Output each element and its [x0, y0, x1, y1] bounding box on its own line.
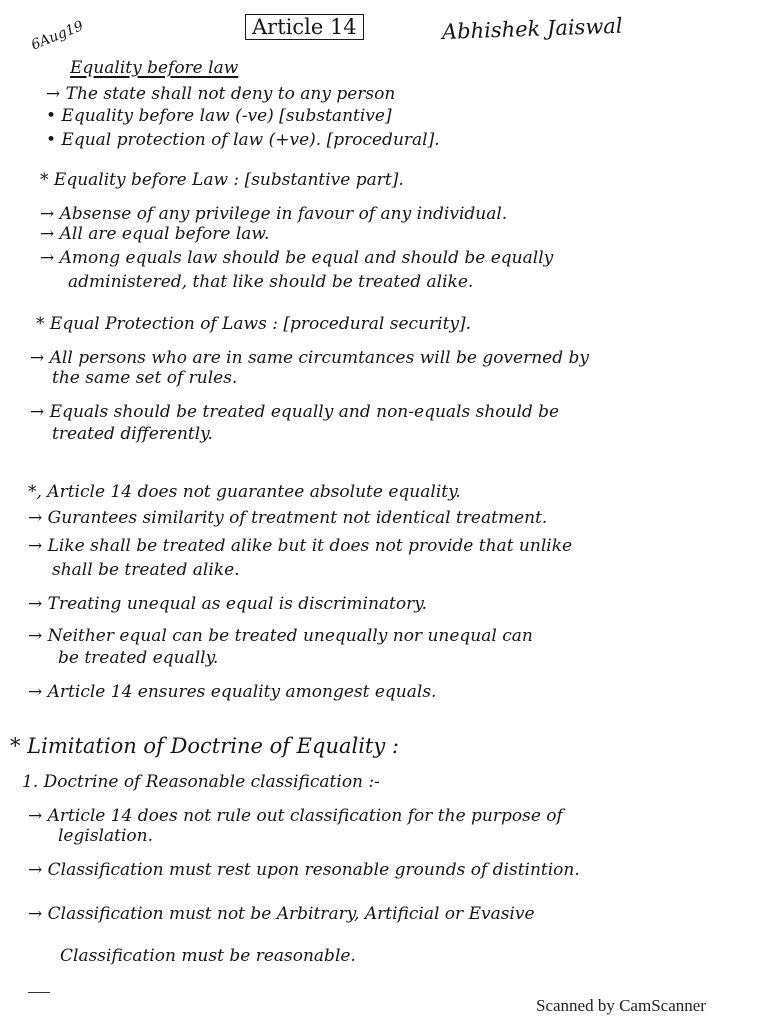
page-title: Article 14 — [245, 14, 364, 40]
note-line: Classification must be reasonable. — [60, 946, 356, 966]
note-line: shall be treated alike. — [52, 560, 240, 580]
note-line: → The state shall not deny to any person — [46, 84, 396, 104]
note-line: → Article 14 does not rule out classification for the purpose of — [28, 806, 563, 826]
note-line: be treated equally. — [58, 648, 219, 668]
note-line: *, Article 14 does not guarantee absolute equality. — [28, 482, 461, 502]
note-line: treated differently. — [52, 424, 213, 444]
note-line: legislation. — [58, 826, 153, 846]
scan-footer: Scanned by CamScanner — [536, 996, 706, 1015]
author-name: Abhishek Jaiswal — [441, 13, 623, 44]
note-line: → Classification must rest upon resonable grounds of distintion. — [28, 860, 580, 880]
note-line: → Like shall be treated alike but it does not provide that unlike — [28, 536, 573, 556]
note-line: → Among equals law should be equal and should be equally — [40, 248, 554, 268]
note-line: → Treating unequal as equal is discriminatory. — [28, 594, 427, 614]
note-line: • Equality before law (-ve) [substantive] — [46, 106, 392, 126]
note-line: • Equal protection of law (+ve). [procedural]. — [46, 130, 440, 150]
note-line: → All are equal before law. — [40, 224, 270, 244]
note-line: → Equals should be treated equally and non-equals should be — [30, 402, 560, 422]
note-line: administered, that like should be treated alike. — [68, 272, 474, 292]
section-heading: * Equal Protection of Laws : [procedural security]. — [36, 314, 472, 334]
note-line: → Gurantees similarity of treatment not identical treatment. — [28, 508, 548, 528]
note-line: → Absense of any privilege in favour of any individual. — [40, 204, 508, 224]
note-line: → Classification must not be Arbitrary, Artificial or Evasive — [28, 904, 535, 924]
bottom-rule — [28, 992, 50, 993]
note-line: the same set of rules. — [52, 368, 238, 388]
section-heading: * Equality before Law : [substantive part]. — [40, 170, 404, 190]
note-line: → All persons who are in same circumtances will be governed by — [30, 348, 590, 368]
section-heading-limitation: * Limitation of Doctrine of Equality : — [10, 734, 399, 758]
heading-equality-before-law: Equality before law — [70, 58, 239, 78]
note-line: → Neither equal can be treated unequally nor unequal can — [28, 626, 533, 646]
subheading-reasonable-classification: 1. Doctrine of Reasonable classification :- — [22, 772, 380, 792]
note-line: → Article 14 ensures equality amongest equals. — [28, 682, 437, 702]
date-note: 6Aug19 — [29, 18, 86, 54]
